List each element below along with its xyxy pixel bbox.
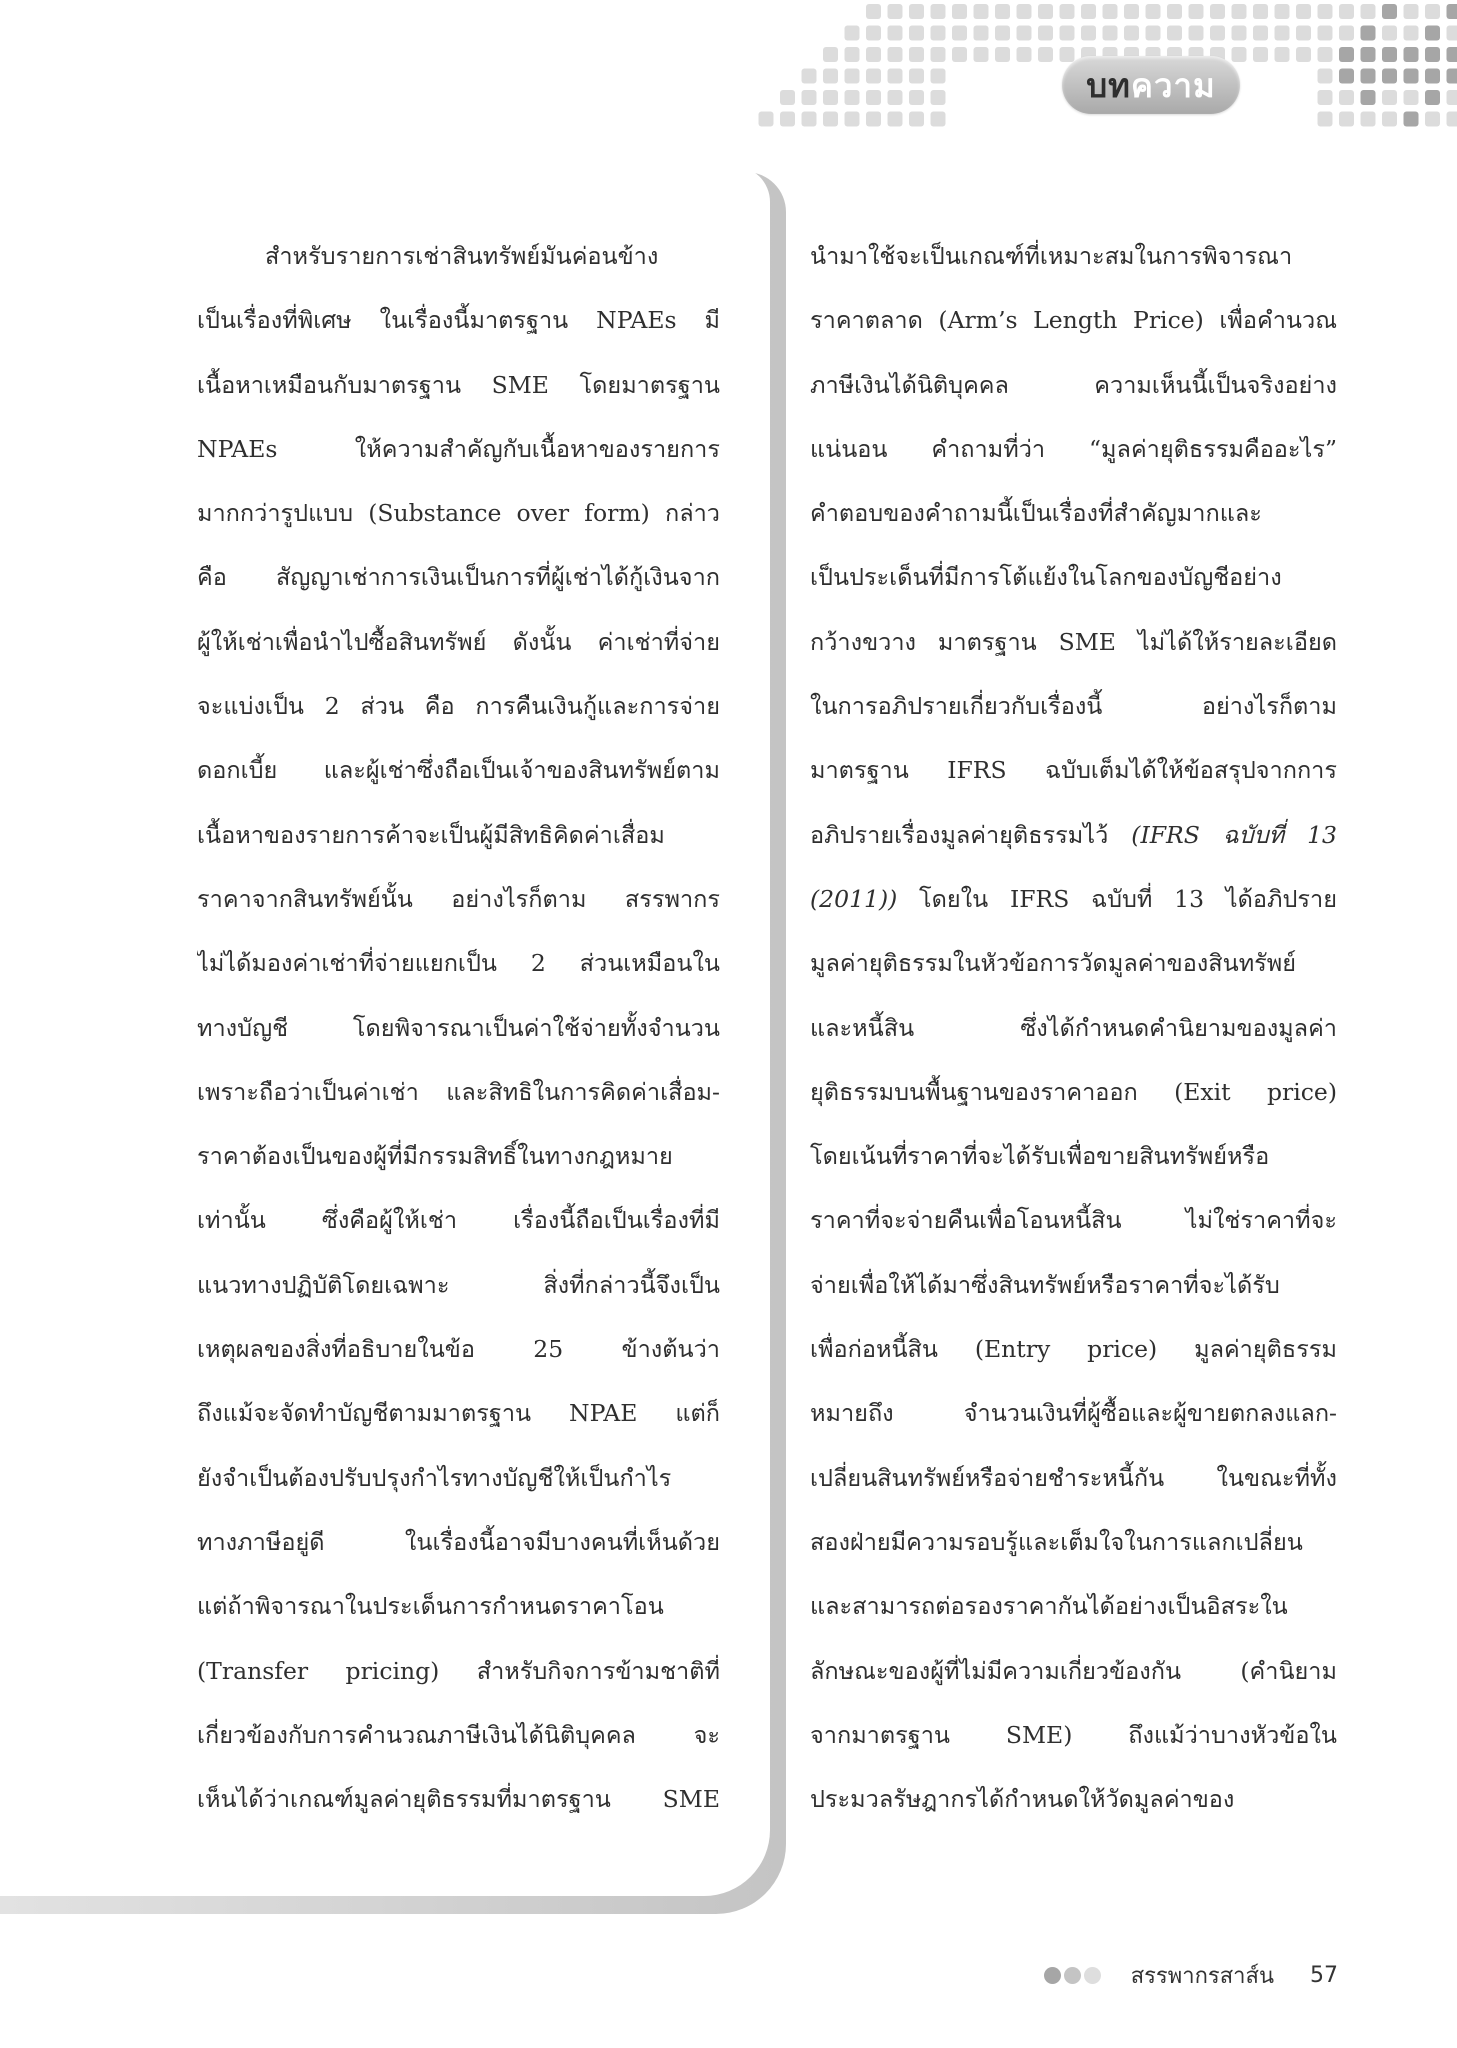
pattern-dot <box>1318 69 1333 84</box>
paragraph-line <box>810 867 1337 931</box>
pattern-dot <box>1404 4 1419 19</box>
pattern-dot <box>1361 112 1376 127</box>
pattern-dot <box>802 112 817 127</box>
pattern-dot <box>1382 4 1397 19</box>
pattern-dot <box>1447 90 1457 105</box>
pattern-dot <box>909 47 924 62</box>
pattern-dot <box>1038 4 1053 19</box>
paragraph-line: กว้างขวาง มาตรฐาน SME ไม่ได้ให้รายละเอียด <box>810 627 1337 656</box>
pattern-dot <box>995 4 1010 19</box>
pattern-dot <box>1318 47 1333 62</box>
pattern-dot <box>1361 4 1376 19</box>
paragraph-line: เพื่อก่อหนี้สิน (Entry price) มูลค่ายุติธรรม <box>810 1335 1337 1364</box>
pattern-dot <box>1382 47 1397 62</box>
pattern-dot <box>888 47 903 62</box>
pattern-dot <box>1404 26 1419 41</box>
pattern-dot <box>931 47 946 62</box>
pattern-dot <box>1253 47 1268 62</box>
pattern-dot <box>1124 4 1139 19</box>
paragraph-line: เหตุผลของสิ่งที่อธิบายในข้อ 25 ข้างต้นว่า <box>197 1335 720 1364</box>
pattern-dot <box>823 69 838 84</box>
pattern-dot <box>888 112 903 127</box>
paragraph-line: เพราะถือว่าเป็นค่าเช่า และสิทธิในการคิดค่าเสื่อม- <box>197 1077 720 1106</box>
pattern-dot <box>802 69 817 84</box>
pattern-dot <box>1361 26 1376 41</box>
paragraph-line: ไม่ได้มองค่าเช่าที่จ่ายแยกเป็น 2 ส่วนเหมือนใน <box>197 949 720 978</box>
pattern-dot <box>952 26 967 41</box>
pattern-dot <box>909 69 924 84</box>
paragraph-line: หมายถึง จำนวนเงินที่ผู้ซื้อและผู้ขายตกลงแลก- <box>810 1399 1337 1428</box>
pattern-dot <box>931 69 946 84</box>
paragraph-line: ถึงแม้จะจัดทำบัญชีตามมาตรฐาน NPAE แต่ก็ <box>197 1399 720 1428</box>
pattern-dot <box>1210 26 1225 41</box>
paragraph-line: จ่ายเพื่อให้ได้มาซึ่งสินทรัพย์หรือราคาที่จะได้รับ <box>810 1270 1280 1299</box>
paragraph-line: (Transfer pricing) สำหรับกิจการข้ามชาติที่ <box>197 1656 720 1685</box>
pattern-dot <box>888 69 903 84</box>
paragraph-line <box>810 803 1337 867</box>
paragraph-line: เกี่ยวข้องกับการคำนวณภาษีเงินได้นิติบุคคล จะ <box>197 1720 720 1749</box>
footer-dots-icon <box>1044 1967 1101 1984</box>
paragraph-line: ลักษณะของผู้ที่ไม่มีความเกี่ยวข้องกัน (คำนิยาม <box>810 1656 1337 1685</box>
pattern-dot <box>823 90 838 105</box>
citation-italic: (IFRS ฉบับที่ 13 <box>1131 820 1337 849</box>
pattern-dot <box>909 26 924 41</box>
pattern-dot <box>888 4 903 19</box>
pattern-dot <box>759 112 774 127</box>
pattern-dot <box>1167 4 1182 19</box>
pattern-dot <box>845 112 860 127</box>
pattern-dot <box>909 112 924 127</box>
paragraph-line: จากมาตรฐาน SME) ถึงแม้ว่าบางหัวข้อใน <box>810 1720 1337 1749</box>
paragraph-line: มาตรฐาน IFRS ฉบับเต็มได้ให้ข้อสรุปจากการ <box>810 756 1337 785</box>
pattern-dot <box>1318 90 1333 105</box>
pattern-dot <box>1210 4 1225 19</box>
pattern-dot <box>1296 26 1311 41</box>
pattern-dot <box>1060 4 1075 19</box>
pattern-dot <box>974 4 989 19</box>
pattern-dot <box>845 47 860 62</box>
paragraph-line: NPAEs ให้ความสำคัญกับเนื้อหาของรายการ <box>197 434 720 463</box>
pattern-dot <box>1318 26 1333 41</box>
pattern-dot <box>1425 69 1440 84</box>
pattern-dot <box>1382 69 1397 84</box>
pattern-dot <box>1404 112 1419 127</box>
paragraph-line: นำมาใช้จะเป็นเกณฑ์ที่เหมาะสมในการพิจารณา <box>810 242 1293 270</box>
pattern-dot <box>866 26 881 41</box>
paragraph-line: เห็นได้ว่าเกณฑ์มูลค่ายุติธรรมที่มาตรฐาน SME <box>197 1785 720 1814</box>
pattern-dot <box>1296 4 1311 19</box>
pattern-dot <box>952 47 967 62</box>
pattern-dot <box>1382 112 1397 127</box>
paragraph-line: ราคาต้องเป็นของผู้ที่มีกรรมสิทธิ์ในทางกฎหมาย <box>197 1142 673 1171</box>
pattern-dot <box>931 4 946 19</box>
section-label-light: ความ <box>1130 65 1216 105</box>
paragraph-line: ราคาจากสินทรัพย์นั้น อย่างไรก็ตาม สรรพากร <box>197 884 720 913</box>
pattern-dot <box>1081 26 1096 41</box>
pattern-dot <box>1447 69 1457 84</box>
pattern-dot <box>1146 4 1161 19</box>
citation-italic: (2011)) <box>810 884 898 913</box>
pattern-dot <box>1447 4 1457 19</box>
page-footer <box>1044 1958 1338 1993</box>
pattern-dot <box>1124 26 1139 41</box>
pattern-dot <box>866 47 881 62</box>
pattern-dot <box>1017 47 1032 62</box>
pattern-dot <box>1275 47 1290 62</box>
paragraph-line: ประมวลรัษฎากรได้กำหนดให้วัดมูลค่าของ <box>810 1785 1235 1814</box>
paragraph-line: ยังจำเป็นต้องปรับปรุงกำไรทางบัญชีให้เป็นกำไร <box>197 1463 672 1492</box>
pattern-dot <box>1232 26 1247 41</box>
paragraph-line: และสามารถต่อรองราคากันได้อย่างเป็นอิสระใน <box>810 1592 1288 1621</box>
paragraph-line: แต่ถ้าพิจารณาในประเด็นการกำหนดราคาโอน <box>197 1592 664 1621</box>
paragraph-line: เนื้อหาเหมือนกับมาตรฐาน SME โดยมาตรฐาน <box>197 370 720 399</box>
pattern-dot <box>845 90 860 105</box>
section-label-pill <box>1062 56 1240 114</box>
paragraph-line: ดอกเบี้ย และผู้เช่าซึ่งถือเป็นเจ้าของสินทรัพย์ตาม <box>197 756 720 785</box>
paragraph-line: แน่นอน คำถามที่ว่า “มูลค่ายุติธรรมคืออะไร” <box>810 434 1337 463</box>
pattern-dot <box>1232 4 1247 19</box>
footer-dot <box>1084 1967 1101 1984</box>
paragraph-line: ราคาตลาด (Arm’s Length Price) เพื่อคำนวณ <box>810 306 1337 335</box>
section-label-dark: บท <box>1086 65 1131 105</box>
pattern-dot <box>1447 26 1457 41</box>
paragraph-line: คือ สัญญาเช่าการเงินเป็นการที่ผู้เช่าได้กู้เงินจาก <box>197 563 720 592</box>
pattern-dot <box>1404 90 1419 105</box>
pattern-dot <box>1447 112 1457 127</box>
pattern-dot <box>780 112 795 127</box>
pattern-dot <box>1425 47 1440 62</box>
pattern-dot <box>1103 26 1118 41</box>
paragraph-line: ภาษีเงินได้นิติบุคคล ความเห็นนี้เป็นจริงอย่าง <box>810 370 1337 399</box>
pattern-dot <box>931 112 946 127</box>
pattern-dot <box>888 26 903 41</box>
footer-dot <box>1064 1967 1081 1984</box>
pattern-dot <box>1253 4 1268 19</box>
pattern-dot <box>866 112 881 127</box>
pattern-dot <box>1339 47 1354 62</box>
pattern-dot <box>909 90 924 105</box>
pattern-dot <box>866 90 881 105</box>
pattern-dot <box>1339 26 1354 41</box>
pattern-dot <box>1253 26 1268 41</box>
pattern-dot <box>1189 4 1204 19</box>
pattern-dot <box>1060 26 1075 41</box>
pattern-dot <box>909 4 924 19</box>
pattern-dot <box>1318 112 1333 127</box>
pattern-dot <box>1425 26 1440 41</box>
pattern-dot <box>823 47 838 62</box>
paragraph-line: ในการอภิปรายเกี่ยวกับเรื่องนี้ อย่างไรก็ตาม <box>810 692 1337 721</box>
paragraph-line: มูลค่ายุติธรรมในหัวข้อการวัดมูลค่าของสินทรัพย์ <box>810 949 1297 978</box>
pattern-dot <box>1361 90 1376 105</box>
pattern-dot <box>995 26 1010 41</box>
pattern-dot <box>1038 47 1053 62</box>
paragraph-line: ยุติธรรมบนพื้นฐานของราคาออก (Exit price) <box>810 1077 1337 1106</box>
pattern-dot <box>1189 26 1204 41</box>
pattern-dot <box>1447 47 1457 62</box>
pattern-dot <box>931 90 946 105</box>
pattern-dot <box>1339 112 1354 127</box>
paragraph-line: ผู้ให้เช่าเพื่อนำไปซื้อสินทรัพย์ ดังนั้น ค่าเช่าที่จ่าย <box>197 627 720 656</box>
footer-dot <box>1044 1967 1061 1984</box>
pattern-dot <box>931 26 946 41</box>
paragraph-text: โดยใน IFRS ฉบับที่ 13 ได้อภิปราย <box>919 884 1337 913</box>
pattern-dot <box>823 112 838 127</box>
article-column-left <box>197 224 720 1831</box>
pattern-dot <box>1404 47 1419 62</box>
pattern-dot <box>1081 4 1096 19</box>
pattern-dot <box>1382 26 1397 41</box>
pattern-dot <box>1361 69 1376 84</box>
pattern-dot <box>1296 47 1311 62</box>
paragraph-line: จะแบ่งเป็น 2 ส่วน คือ การคืนเงินกู้และการจ่าย <box>197 692 720 721</box>
paragraph-text: อภิปรายเรื่องมูลค่ายุติธรรมไว้ <box>810 820 1109 849</box>
paragraph-line: มากกว่ารูปแบบ (Substance over form) กล่าว <box>197 499 720 528</box>
paragraph-line: ราคาที่จะจ่ายคืนเพื่อโอนหนี้สิน ไม่ใช่ราคาที่จะ <box>810 1206 1337 1235</box>
paragraph-line: โดยเน้นที่ราคาที่จะได้รับเพื่อขายสินทรัพย์หรือ <box>810 1142 1270 1171</box>
paragraph-line: ทางบัญชี โดยพิจารณาเป็นค่าใช้จ่ายทั้งจำนวน <box>197 1013 720 1042</box>
pattern-dot <box>780 90 795 105</box>
pattern-dot <box>952 4 967 19</box>
paragraph-line: สองฝ่ายมีความรอบรู้และเต็มใจในการแลกเปลี่ยน <box>810 1527 1303 1556</box>
paragraph-line: เป็นประเด็นที่มีการโต้แย้งในโลกของบัญชีอย่าง <box>810 563 1282 592</box>
paragraph-line: และหนี้สิน ซึ่งได้กำหนดคำนิยามของมูลค่า <box>810 1013 1337 1042</box>
pattern-dot <box>1339 4 1354 19</box>
paragraph-line: เปลี่ยนสินทรัพย์หรือจ่ายชำระหนี้กัน ในขณะที่ทั้ง <box>810 1463 1337 1492</box>
pattern-dot <box>1339 69 1354 84</box>
paragraph-line: สำหรับรายการเช่าสินทรัพย์มันค่อนข้าง <box>265 242 659 270</box>
page-number: 57 <box>1310 1963 1338 1988</box>
paragraph-line: เป็นเรื่องที่พิเศษ ในเรื่องนี้มาตรฐาน NPAEs มี <box>197 306 720 335</box>
paragraph-line: เท่านั้น ซึ่งคือผู้ให้เช่า เรื่องนี้ถือเป็นเรื่องที่มี <box>197 1206 720 1235</box>
pattern-dot <box>1361 47 1376 62</box>
pattern-dot <box>1060 47 1075 62</box>
pattern-dot <box>802 90 817 105</box>
pattern-dot <box>1425 112 1440 127</box>
pattern-dot <box>1017 4 1032 19</box>
pattern-dot <box>1339 90 1354 105</box>
pattern-dot <box>1275 4 1290 19</box>
pattern-dot <box>1404 69 1419 84</box>
article-column-right <box>810 224 1337 1831</box>
paragraph-line: คำตอบของคำถามนี้เป็นเรื่องที่สำคัญมากและ <box>810 499 1262 528</box>
pattern-dot <box>1167 26 1182 41</box>
pattern-dot <box>1017 26 1032 41</box>
pattern-dot <box>974 26 989 41</box>
pattern-dot <box>1146 26 1161 41</box>
pattern-dot <box>1103 4 1118 19</box>
pattern-dot <box>1275 26 1290 41</box>
publication-name: สรรพากรสาส์น <box>1130 1964 1274 1989</box>
pattern-dot <box>1425 90 1440 105</box>
paragraph-line: ทางภาษีอยู่ดี ในเรื่องนี้อาจมีบางคนที่เห็นด้วย <box>197 1527 720 1556</box>
paragraph-line: แนวทางปฏิบัติโดยเฉพาะ สิ่งที่กล่าวนี้จึงเป็น <box>197 1270 720 1299</box>
pattern-dot <box>1232 47 1247 62</box>
paragraph-line: เนื้อหาของรายการค้าจะเป็นผู้มีสิทธิคิดค่าเสื่อม <box>197 820 665 849</box>
pattern-dot <box>866 4 881 19</box>
pattern-dot <box>1318 4 1333 19</box>
citation-text: IFRS ฉบับที่ 13 <box>1140 820 1337 849</box>
pattern-dot <box>995 47 1010 62</box>
pattern-dot <box>866 69 881 84</box>
pattern-dot <box>888 90 903 105</box>
pattern-dot <box>845 26 860 41</box>
pattern-dot <box>974 47 989 62</box>
pattern-dot <box>845 69 860 84</box>
pattern-dot <box>1382 90 1397 105</box>
pattern-dot <box>1425 4 1440 19</box>
pattern-dot <box>1038 26 1053 41</box>
